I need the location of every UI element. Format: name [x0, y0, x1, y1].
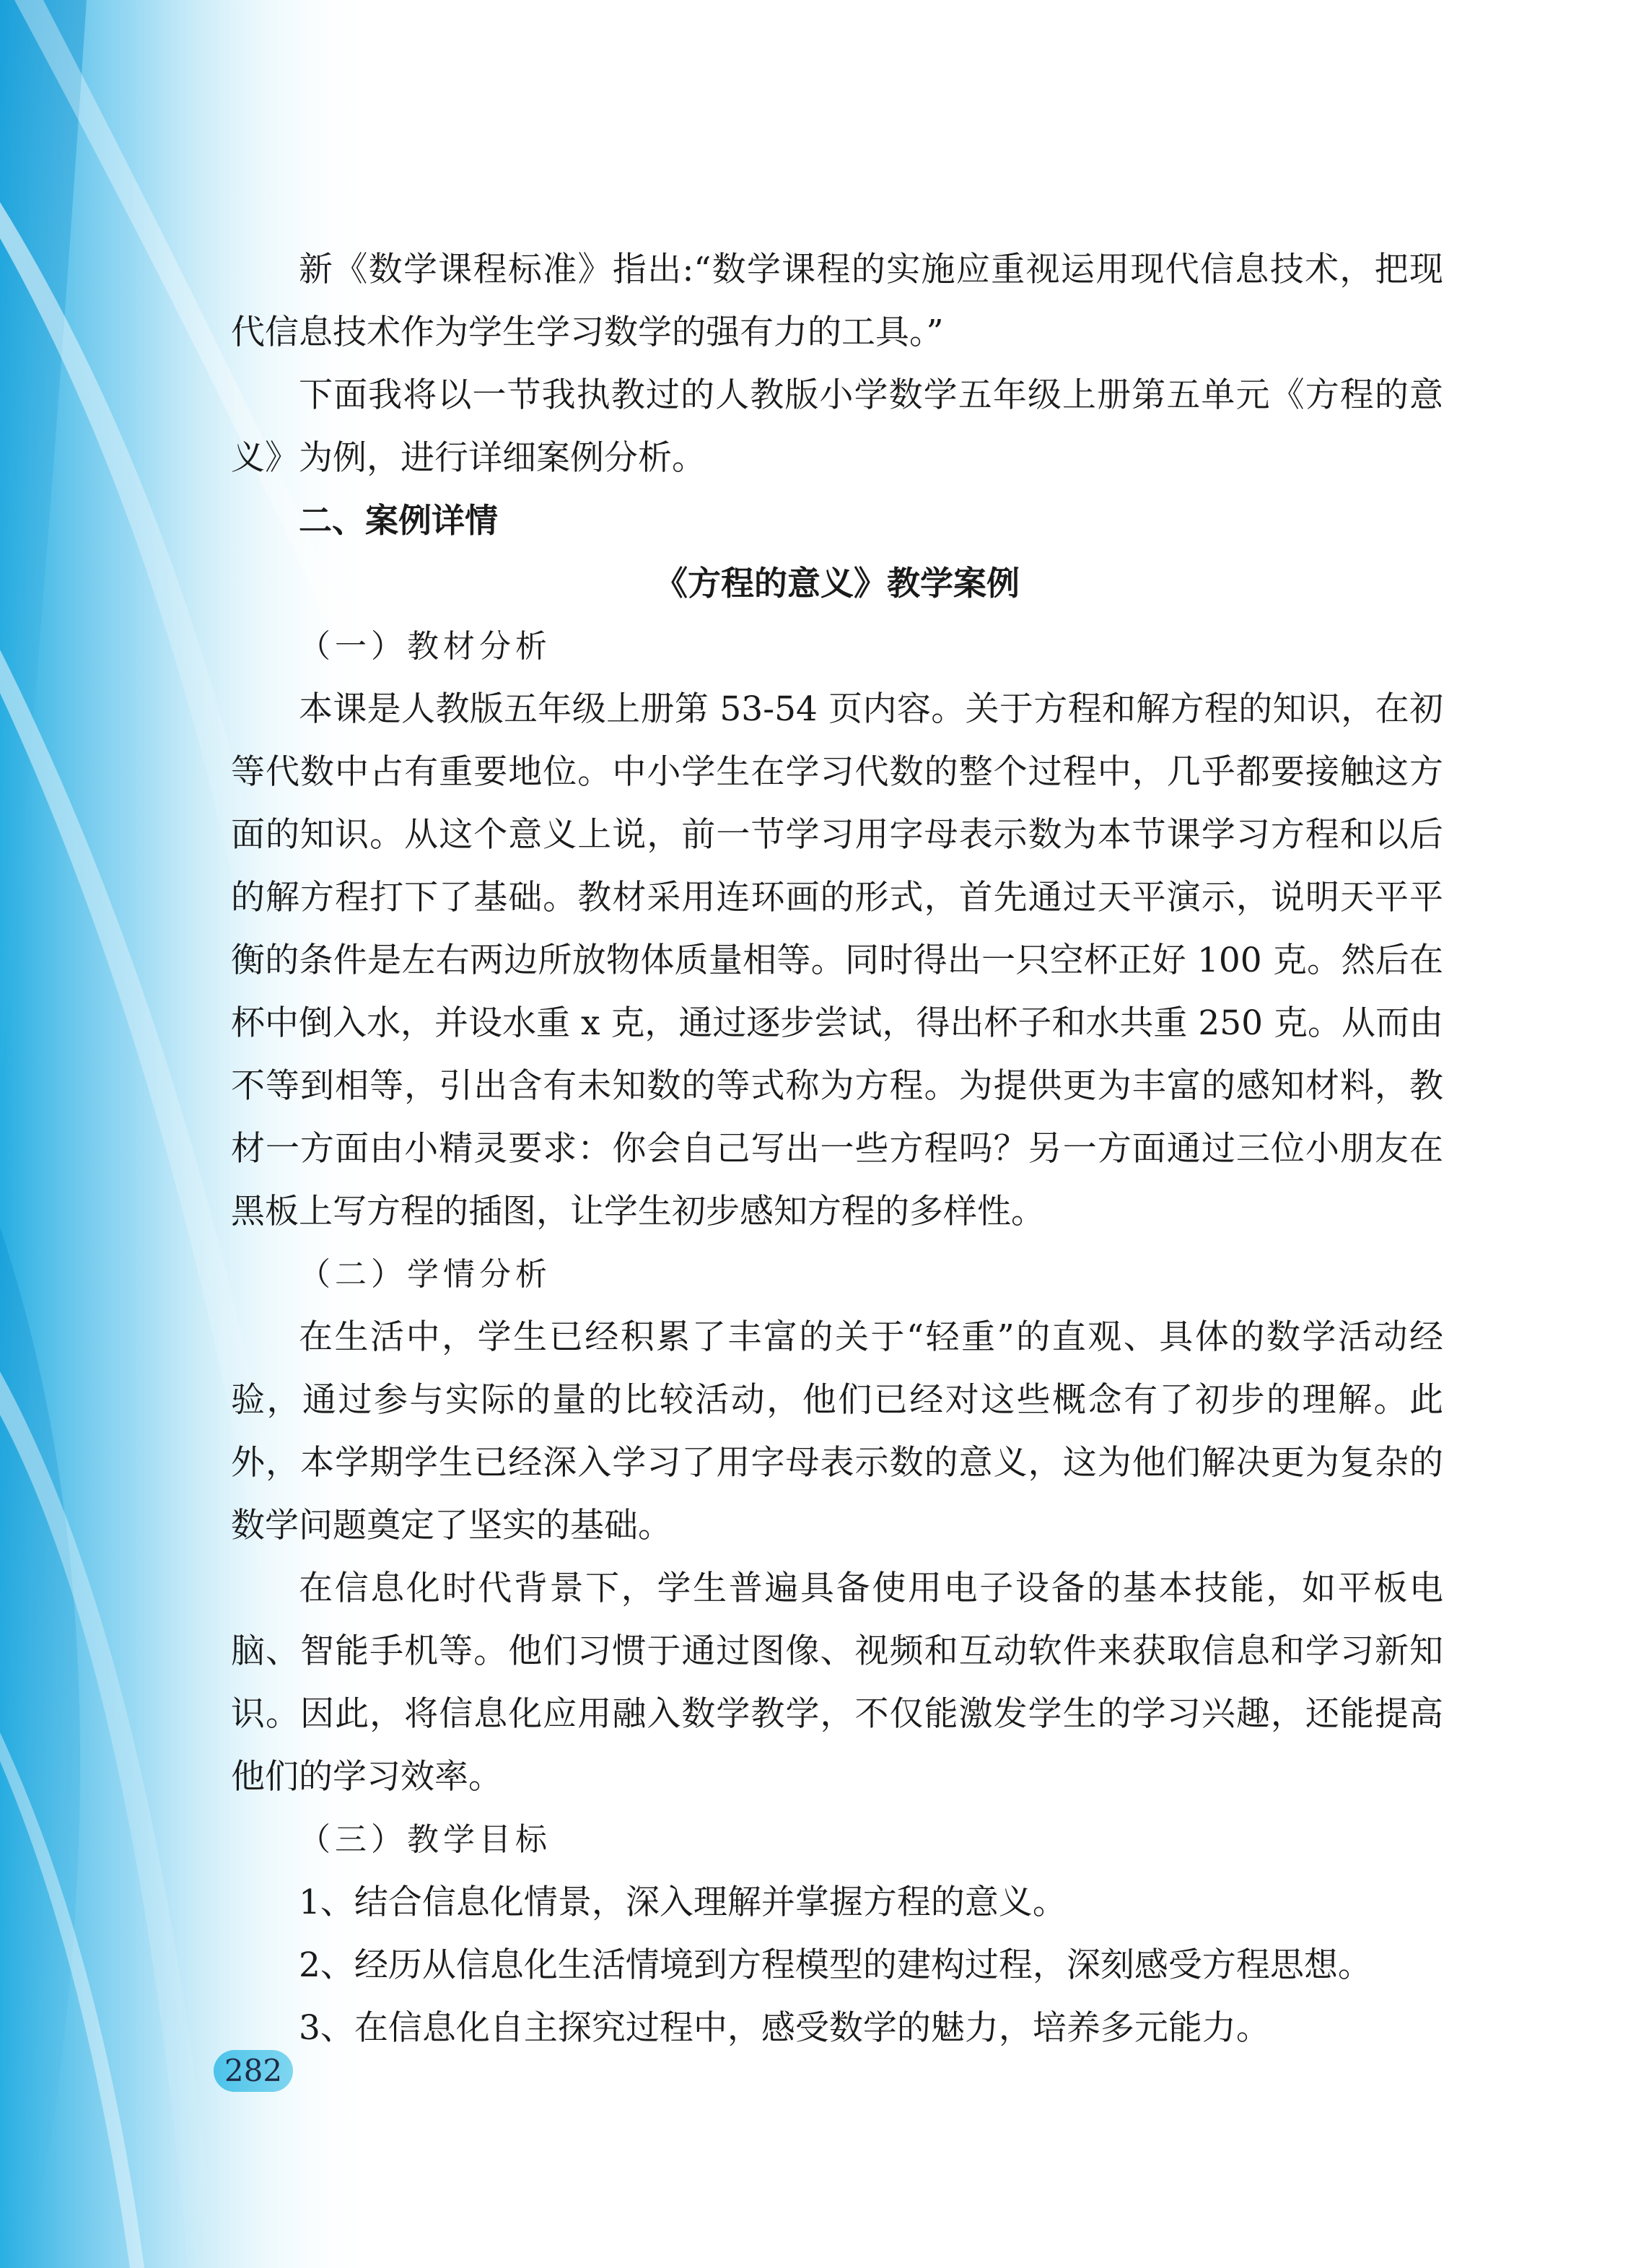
- intro-paragraph: 新《数学课程标准》指出:“数学课程的实施应重视运用现代信息技术，把现代信息技术作为学生学习数学的强有力的工具。”: [231, 250, 1443, 352]
- sub-three-heading: （三）教学目标: [299, 1821, 551, 1858]
- case-intro-paragraph: 下面我将以一节我执教过的人教版小学数学五年级上册第五单元《方程的意义》为例，进行详细案例分析。: [231, 375, 1443, 478]
- goal-item-2: 2、经历从信息化生活情境到方程模型的建构过程，深刻感受方程思想。: [299, 1945, 1372, 1985]
- sub-one-heading: （一）教材分析: [299, 628, 551, 665]
- sub-one-paragraph: 本课是人教版五年级上册第 53-54 页内容。关于方程和解方程的知识，在初等代数中占有重要地位。中小学生在学习代数的整个过程中，几乎都要接触这方面的知识。从这个意义上说，前一节学习用字母表示数为本节课学习方程和以后的解方程打下了基础。教材采用连环画的形式，首先通过天平演示，说明天平平衡的条件是左右两边所放物体质量相等。同时得出一只空杯正好 100 克。然后在杯中倒入水，并设水重 x 克，通过逐步尝试，得出杯子和水共重 250 克。从而由不等到相等，引出含有未知数的等式称为方程。为提供更为丰富的感知材料，教材一方面由小精灵要求：你会自己写出一些方程吗？另一方面通过三位小朋友在黑板上写方程的插图，让学生初步感知方程的多样性。: [231, 689, 1443, 1231]
- goal-item-3: 3、在信息化自主探究过程中，感受数学的魅力，培养多元能力。: [299, 2008, 1270, 2048]
- page-body: [231, 238, 1443, 2059]
- sub-two-heading: （二）学情分析: [299, 1256, 551, 1293]
- case-title: 《方程的意义》教学案例: [655, 564, 1020, 603]
- goal-item-1: 1、结合信息化情景，深入理解并掌握方程的意义。: [299, 1883, 1067, 1922]
- section-two-heading: 二、案例详情: [299, 501, 498, 540]
- page-number-badge: 282: [214, 2050, 293, 2092]
- sub-two-paragraph-2: 在信息化时代背景下，学生普遍具备使用电子设备的基本技能，如平板电脑、智能手机等。他们习惯于通过图像、视频和互动软件来获取信息和学习新知识。因此，将信息化应用融入数学教学，不仅能激发学生的学习兴趣，还能提高他们的学习效率。: [231, 1569, 1443, 1797]
- sub-two-paragraph-1: 在生活中，学生已经积累了丰富的关于“轻重”的直观、具体的数学活动经验，通过参与实际的量的比较活动，他们已经对这些概念有了初步的理解。此外，本学期学生已经深入学习了用字母表示数的意义，这为他们解决更为复杂的数学问题奠定了坚实的基础。: [231, 1317, 1443, 1545]
